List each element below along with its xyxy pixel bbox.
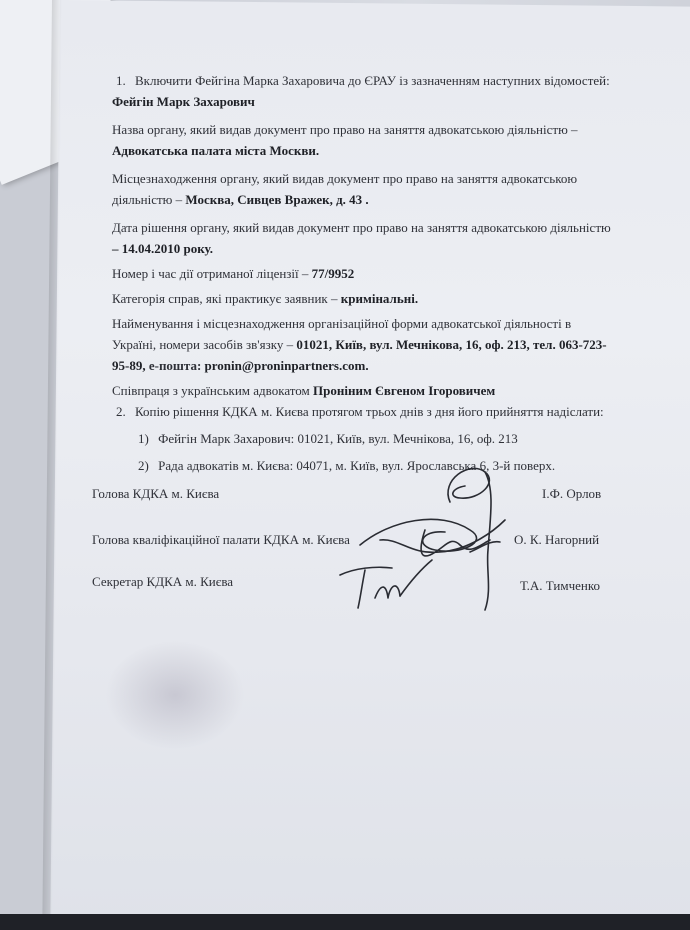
signatory-3-name: Т.А. Тимченко: [520, 578, 600, 593]
item-2-number: 2.: [116, 404, 126, 419]
decision-value: – 14.04.2010 року.: [112, 241, 213, 256]
item-1-text: Включити Фейгіна Марка Захаровича до ЄРАУ із зазначенням наступних відомостей:: [135, 73, 610, 88]
coop-label: Співпраця з українським адвокатом: [112, 383, 310, 398]
signatory-2-name: О. К. Нагорний: [514, 532, 600, 547]
signatory-1-name: І.Ф. Орлов: [542, 486, 602, 501]
location-value: Москва, Сивцев Вражек, д. 43 .: [185, 192, 369, 207]
license-label: Номер і час дії отриманої ліцензії –: [112, 266, 309, 281]
org-label-2: Україні, номери засобів зв'язку –: [112, 337, 294, 352]
person-name: Фейгін Марк Захарович: [112, 94, 255, 109]
location-label: Місцезнаходження органу, який видав документ про право на заняття адвокатською: [112, 171, 578, 186]
signatory-2-title: Голова кваліфікаційної палати КДКА м. Києва: [92, 532, 350, 547]
handwritten-signatures: [320, 460, 560, 620]
organ-label: Назва органу, який видав документ про право на заняття адвокатською діяльністю –: [112, 122, 578, 137]
org-value: 01021, Київ, вул. Мечнікова, 16, оф. 213, тел. 063-723-: [296, 337, 607, 352]
bottom-edge: [0, 914, 690, 930]
recipient-1-number: 1): [138, 431, 149, 446]
email-label: е-пошта:: [148, 358, 202, 373]
decision-label: Дата рішення органу, який видав документ про право на заняття адвокатською діяльністю: [112, 220, 611, 235]
item-2-text: Копію рішення КДКА м. Києва протягом трьох днів з дня його прийняття надіслати:: [135, 404, 604, 419]
org-label: Найменування і місцезнаходження організаційної форми адвокатської діяльності в: [112, 316, 572, 331]
category-label: Категорія справ, які практикує заявник –: [112, 291, 338, 306]
recipient-2-text: Рада адвокатів м. Києва: 04071, м. Київ, вул. Ярославська 6, 3-й поверх.: [158, 458, 556, 473]
organ-value: Адвокатська палата міста Москви.: [112, 143, 320, 158]
signatory-1-title: Голова КДКА м. Києва: [92, 486, 220, 501]
item-1-number: 1.: [116, 73, 126, 88]
recipient-2-number: 2): [138, 458, 149, 473]
email-value: pronin@proninpartners.com.: [204, 358, 369, 373]
org-value-2: 95-89,: [112, 358, 146, 373]
recipient-1-text: Фейгін Марк Захарович: 01021, Київ, вул. Мечнікова, 16, оф. 213: [158, 431, 518, 446]
category-value: кримінальні.: [340, 291, 419, 306]
location-label-2: діяльністю –: [112, 192, 183, 207]
signatory-3-title: Секретар КДКА м. Києва: [92, 574, 234, 589]
coop-value: Проніним Євгеном Ігоровичем: [313, 383, 496, 398]
license-value: 77/9952: [311, 266, 355, 281]
